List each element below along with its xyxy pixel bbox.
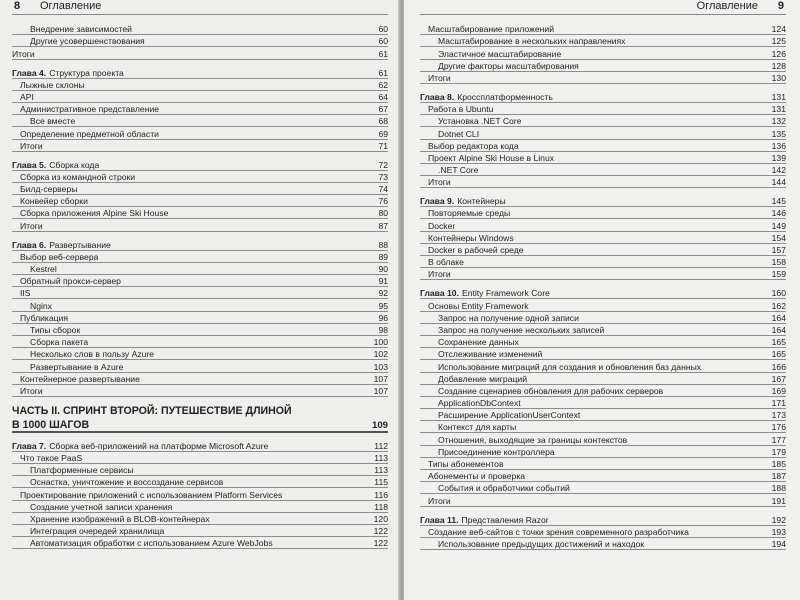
entry-title: Хранение изображений в BLOB-контейнерах — [30, 514, 210, 524]
toc-entry — [420, 244, 786, 256]
page-ref: 60 — [378, 24, 388, 35]
toc-entry — [12, 47, 388, 59]
entry-title: Сборка пакета — [30, 337, 89, 348]
entry-title: API — [20, 91, 34, 102]
entry-title: Сборка кода — [49, 159, 100, 170]
entry-title: Кроссплатформенность — [457, 91, 553, 102]
entry-title: Docker — [428, 220, 456, 231]
toc-entry — [12, 183, 388, 195]
chapter-label: Глава 5. — [12, 159, 47, 170]
page-ref: 177 — [771, 434, 786, 445]
page-ref: 194 — [771, 538, 786, 549]
toc-entry — [420, 115, 786, 127]
entry-title: Создание учетной записи хранения — [30, 501, 173, 512]
entry-title: Другие усовершенствования — [30, 36, 145, 47]
toc-entry — [420, 348, 786, 360]
toc-entry — [420, 256, 786, 268]
toc-entry — [12, 103, 388, 115]
entry-title: Контейнеры Windows — [428, 232, 514, 243]
entry-text — [420, 92, 553, 102]
page-ref: 76 — [378, 196, 388, 207]
page-ref: 80 — [378, 208, 388, 219]
page-ref: 118 — [374, 501, 388, 512]
page-ref: 146 — [771, 208, 786, 219]
page-ref: 61 — [378, 48, 388, 59]
page-ref: 73 — [378, 171, 388, 182]
entry-title: Итоги — [12, 48, 35, 59]
chapter-label: Глава 8. — [420, 91, 455, 102]
entry-title: IIS — [20, 288, 31, 299]
entry-title: Использование предыдущих достижений и находок — [438, 538, 645, 549]
entry-title: Итоги — [20, 140, 43, 151]
entry-title: Kestrel — [30, 264, 57, 274]
toc-entry — [12, 385, 388, 397]
entry-title: В облаке — [428, 257, 464, 268]
page-ref: 61 — [378, 67, 388, 78]
entry-title: Несколько слов в пользу Azure — [30, 349, 155, 360]
page-ref: 157 — [771, 245, 786, 255]
entry-title: Итоги — [20, 385, 43, 396]
entry-title: Выбор веб-сервера — [20, 251, 99, 262]
toc-entry — [420, 232, 786, 244]
page-ref: 164 — [771, 312, 786, 323]
page-ref: 131 — [771, 104, 786, 115]
page-ref: 132 — [771, 116, 786, 127]
page-ref: 74 — [378, 184, 388, 195]
entry-title: Сборка приложения Alpine Ski House — [20, 208, 169, 219]
page-ref: 113 — [374, 465, 388, 476]
chapter-entry — [420, 513, 786, 526]
entry-title: ApplicationDbContext — [438, 398, 521, 409]
toc-entry — [420, 494, 786, 506]
page-ref: 125 — [771, 36, 786, 47]
page-ref: 185 — [771, 459, 786, 469]
entry-title: Создание сценариев обновления для рабочих серверов — [438, 385, 664, 396]
entry-title: Контекст для карты — [438, 422, 517, 433]
part-heading — [12, 405, 388, 433]
page-ref: 102 — [373, 349, 388, 360]
toc-entry — [420, 373, 786, 385]
page-ref: 128 — [771, 60, 786, 71]
entry-title: Итоги — [428, 269, 451, 280]
toc-entry — [420, 446, 786, 458]
entry-title: Запрос на получение одной записи — [438, 312, 579, 323]
chapter-label: Глава 9. — [420, 196, 455, 207]
entry-title: Внедрение зависимостей — [30, 24, 132, 35]
page-ref: 96 — [378, 312, 388, 323]
page-number: 9 — [777, 0, 784, 12]
entry-title: Оснастка, уничтожение и воссоздание сервисов — [30, 477, 224, 488]
toc-entry — [420, 176, 786, 188]
toc-entry — [420, 397, 786, 409]
entry-title: Абонементы и проверка — [428, 471, 526, 482]
page-ref: 115 — [374, 477, 388, 488]
toc-entry — [12, 91, 388, 103]
page-ref: 60 — [378, 36, 388, 47]
page-ref: 165 — [771, 337, 786, 348]
page-ref: 191 — [771, 495, 786, 506]
chapter-label: Глава 7. — [12, 440, 47, 451]
chapter-entry — [12, 158, 388, 171]
entry-title: Обратный прокси-сервер — [20, 276, 121, 287]
toc-entry — [12, 79, 388, 91]
page-ref: 120 — [373, 514, 388, 524]
toc-entry — [12, 324, 388, 336]
entry-title: Docker в рабочей среде — [428, 245, 524, 255]
entry-title: Масштабирование в нескольких направлениях — [438, 36, 626, 47]
chapter-label: Глава 10. — [420, 288, 459, 299]
toc-entry — [12, 452, 388, 464]
entry-title: Административное представление — [20, 104, 160, 115]
chapter-entry — [12, 238, 388, 251]
toc-entry — [12, 299, 388, 311]
entry-title: События и обработчики событий — [438, 483, 570, 494]
toc-entry — [420, 207, 786, 219]
entry-text — [420, 288, 550, 298]
toc-entry — [420, 470, 786, 482]
toc-list — [420, 23, 786, 550]
toc-entry — [12, 140, 388, 152]
page-ref: 139 — [771, 152, 786, 163]
entry-title: Отношения, выходящие за границы контекстов — [438, 434, 628, 445]
entry-title: Все вместе — [30, 116, 76, 127]
entry-title: Присоединение контроллера — [438, 446, 555, 457]
page-ref: 124 — [771, 24, 786, 35]
page-ref: 169 — [771, 385, 786, 396]
part-title-line: ЧАСТЬ II. СПРИНТ ВТОРОЙ: ПУТЕШЕСТВИЕ ДЛИНОЙ — [12, 404, 292, 417]
toc-entry — [420, 72, 786, 84]
toc-entry — [420, 219, 786, 231]
toc-entry — [12, 23, 388, 35]
page-ref: 107 — [373, 373, 388, 384]
page-header — [420, 0, 786, 15]
page-ref: 135 — [771, 128, 786, 139]
toc-entry — [12, 263, 388, 275]
entry-title: Запрос на получение нескольких записей — [438, 324, 605, 335]
toc-entry — [420, 385, 786, 397]
page-ref: 100 — [373, 337, 388, 348]
entry-title: Билд-серверы — [20, 184, 78, 195]
page-ref: 136 — [771, 140, 786, 151]
toc-list — [12, 23, 388, 549]
entry-title: Другие факторы масштабирования — [438, 60, 579, 71]
entry-title: Лыжные склоны — [20, 79, 85, 90]
entry-text — [420, 196, 506, 206]
toc-entry — [420, 164, 786, 176]
entry-title: Nginx — [30, 300, 52, 311]
entry-text — [420, 515, 549, 525]
entry-title: Развертывание в Azure — [30, 361, 124, 372]
page-ref: 176 — [771, 422, 786, 433]
page-ref: 88 — [378, 239, 388, 250]
toc-entry — [420, 60, 786, 72]
page-ref: 149 — [771, 220, 786, 231]
entry-title: Типы сборок — [30, 324, 81, 335]
toc-entry — [420, 35, 786, 47]
toc-entry — [420, 324, 786, 336]
chapter-label: Глава 6. — [12, 239, 47, 250]
toc-entry — [12, 312, 388, 324]
page-ref: 69 — [378, 128, 388, 139]
page-ref: 162 — [771, 300, 786, 311]
entry-title: Entity Framework Core — [461, 288, 550, 299]
chapter-entry — [420, 194, 786, 207]
toc-entry — [420, 299, 786, 311]
chapter-label: Глава 4. — [12, 67, 47, 78]
part-title-line: В 1000 ШАГОВ — [12, 418, 90, 431]
page-ref: 90 — [378, 264, 388, 274]
entry-title: Представления Razor — [461, 514, 549, 525]
page-number: 8 — [14, 0, 21, 12]
right-page — [404, 0, 800, 600]
toc-entry — [420, 538, 786, 550]
entry-title: .NET Core — [438, 165, 479, 176]
toc-entry — [12, 501, 388, 513]
chapter-entry — [12, 66, 388, 79]
page-ref: 122 — [373, 526, 388, 537]
entry-title: Контейнерное развертывание — [20, 373, 140, 384]
entry-title: Итоги — [428, 177, 451, 188]
toc-entry — [420, 127, 786, 139]
entry-title: Dotnet CLI — [438, 128, 480, 139]
running-title: Оглавление — [696, 0, 758, 12]
entry-title: Сохранение данных — [438, 337, 519, 348]
page-ref: 68 — [378, 116, 388, 127]
entry-title: Работа в Ubuntu — [428, 104, 494, 115]
page-ref: 173 — [771, 410, 786, 421]
page-ref: 72 — [378, 159, 388, 170]
page-ref: 145 — [771, 196, 786, 207]
page-ref: 158 — [771, 257, 786, 268]
entry-title: Интеграция очередей хранилища — [30, 526, 165, 537]
toc-entry — [420, 140, 786, 152]
entry-title: Итоги — [20, 220, 43, 231]
page-ref: 179 — [771, 446, 786, 457]
page-ref: 98 — [378, 324, 388, 335]
entry-title: Создание веб-сайтов с точки зрения современного разработчика — [428, 526, 689, 537]
toc-entry — [12, 464, 388, 476]
entry-title: Повторяемые среды — [428, 208, 511, 219]
entry-title: Установка .NET Core — [438, 116, 522, 127]
page-ref: 107 — [373, 385, 388, 396]
page-header — [12, 0, 388, 15]
page-ref: 167 — [771, 373, 786, 384]
entry-title: Платформенные сервисы — [30, 465, 134, 476]
toc-entry — [12, 336, 388, 348]
toc-entry — [12, 287, 388, 299]
page-ref: 116 — [374, 489, 388, 500]
running-title: Оглавление — [40, 0, 102, 12]
entry-title: Итоги — [428, 72, 451, 83]
entry-title: Отслеживание изменений — [438, 349, 543, 360]
entry-title: Автоматизация обработки с использованием Azure WebJobs — [30, 538, 273, 549]
page-ref: 165 — [771, 349, 786, 360]
toc-entry — [12, 35, 388, 47]
toc-entry — [420, 312, 786, 324]
toc-entry — [420, 433, 786, 445]
page-ref: 142 — [771, 165, 786, 176]
entry-title: Итоги — [428, 495, 451, 506]
toc-entry — [12, 195, 388, 207]
chapter-label: Глава 11. — [420, 514, 459, 525]
toc-entry — [420, 23, 786, 35]
entry-title: Структура проекта — [49, 67, 124, 78]
page-ref: 126 — [771, 48, 786, 59]
page-ref: 95 — [378, 300, 388, 311]
toc-entry — [12, 348, 388, 360]
entry-text — [12, 68, 124, 78]
entry-title: Основы Entity Framework — [428, 300, 529, 311]
toc-entry — [420, 336, 786, 348]
toc-entry — [12, 488, 388, 500]
page-ref: 92 — [378, 288, 388, 299]
page-ref: 131 — [771, 91, 786, 102]
page-ref: 103 — [373, 361, 388, 372]
entry-title: Что такое PaaS — [20, 453, 83, 464]
page-ref: 187 — [771, 471, 786, 482]
toc-entry — [12, 476, 388, 488]
page-ref: 144 — [771, 177, 786, 188]
page-ref: 171 — [771, 398, 786, 409]
toc-entry — [12, 115, 388, 127]
page-ref: 64 — [378, 91, 388, 102]
entry-text — [12, 160, 99, 170]
page-ref: 154 — [771, 232, 786, 243]
toc-entry — [420, 360, 786, 372]
chapter-entry — [420, 286, 786, 299]
page-ref: 193 — [771, 526, 786, 537]
page-ref: 159 — [771, 269, 786, 280]
chapter-entry — [420, 90, 786, 103]
toc-entry — [420, 482, 786, 494]
entry-title: Расширение ApplicationUserContext — [438, 410, 581, 421]
toc-entry — [420, 152, 786, 164]
page-ref: 62 — [378, 79, 388, 90]
toc-entry — [12, 127, 388, 139]
entry-title: Контейнеры — [457, 196, 506, 207]
toc-entry — [420, 458, 786, 470]
page-ref: 113 — [374, 453, 388, 464]
page-ref: 109 — [371, 419, 388, 431]
toc-entry — [12, 207, 388, 219]
entry-title: Сборка веб-приложений на платформе Microsoft Azure — [49, 440, 269, 451]
part-title-row — [12, 418, 388, 431]
page-ref: 91 — [378, 276, 388, 287]
entry-text — [12, 441, 268, 451]
toc-entry — [12, 513, 388, 525]
entry-title: Масштабирование приложений — [428, 24, 554, 35]
entry-text — [12, 240, 111, 250]
entry-title: Публикация — [20, 312, 69, 323]
page-ref: 71 — [378, 140, 388, 151]
toc-entry — [420, 526, 786, 538]
toc-entry — [420, 103, 786, 115]
entry-title: Конвейер сборки — [20, 196, 88, 207]
toc-entry — [420, 268, 786, 280]
page-ref: 112 — [374, 440, 388, 451]
page-ref: 67 — [378, 104, 388, 115]
entry-title: Эластичное масштабирование — [438, 48, 562, 59]
toc-entry — [12, 537, 388, 549]
page-ref: 188 — [771, 483, 786, 494]
page-ref: 87 — [378, 220, 388, 231]
toc-entry — [420, 409, 786, 421]
toc-entry — [12, 360, 388, 372]
chapter-entry — [12, 439, 388, 452]
entry-title: Типы абонементов — [428, 459, 504, 469]
toc-entry — [12, 373, 388, 385]
toc-entry — [12, 171, 388, 183]
page-ref: 192 — [771, 514, 786, 525]
page-ref: 89 — [378, 251, 388, 262]
toc-entry — [420, 421, 786, 433]
toc-entry — [12, 251, 388, 263]
entry-title: Развертывание — [49, 239, 111, 250]
toc-entry — [420, 47, 786, 59]
page-ref: 164 — [771, 324, 786, 335]
entry-title: Использование миграций для создания и обновления баз данных — [438, 361, 702, 372]
entry-title: Проект Alpine Ski House в Linux — [428, 152, 555, 163]
toc-entry — [12, 525, 388, 537]
page-ref: 122 — [373, 538, 388, 549]
entry-title: Проектирование приложений с использованием Platform Services — [20, 489, 283, 500]
entry-title: Сборка из командной строки — [20, 171, 136, 182]
page-ref: 160 — [771, 288, 786, 299]
toc-entry — [12, 275, 388, 287]
entry-title: Выбор редактора кода — [428, 140, 519, 151]
page-ref: 130 — [771, 72, 786, 83]
page-ref: 166 — [771, 361, 786, 372]
entry-title: Определение предметной области — [20, 128, 159, 139]
toc-entry — [12, 219, 388, 231]
entry-title: Добавление миграций — [438, 373, 528, 384]
